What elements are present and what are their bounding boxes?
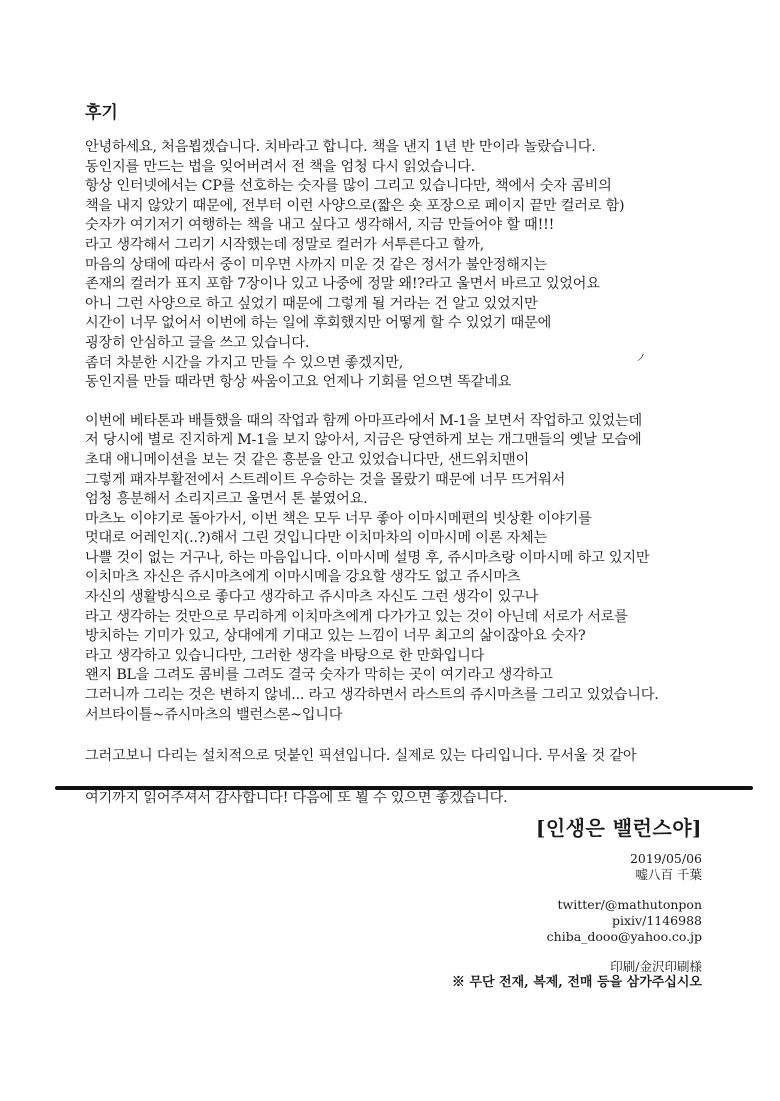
text-line: 나쁠 것이 없는 거구나, 하는 마음입니다. 이마시메 설명 후, 쥬시마츠랑 이마시메 하고 있지만: [85, 549, 650, 566]
paragraph-story: [85, 412, 765, 726]
text-line: 라고 생각하는 것만으로 무리하게 이치마츠에게 다가가고 있는 것이 아닌데 서로가 서로를: [85, 608, 628, 625]
book-title: [인생은 밸런스야]: [535, 816, 702, 840]
text-line: 마음의 상태에 따라서 중이 미우면 사까지 미운 것 같은 정서가 불안정해지는: [85, 256, 547, 273]
text-line: 그러고보니 다리는 설치적으로 덧붙인 픽션입니다. 실제로 있는 다리입니다. 무서울 것 같아: [85, 748, 637, 765]
pixiv-id: pixiv/1146988: [612, 913, 702, 928]
text-line: 라고 생각하고 있습니다만, 그러한 생각을 바탕으로 한 만화입니다: [85, 647, 485, 664]
email-address: chiba_dooo@yahoo.co.jp: [546, 929, 702, 944]
text-line: 항상 인터넷에서는 CP를 선호하는 숫자를 많이 그리고 있습니다만, 책에서 숫자 콤비의: [85, 178, 612, 195]
text-line: 이번에 베타톤과 배틀했을 때의 작업과 함께 아마프라에서 M-1을 보면서 작업하고 있었는데: [85, 412, 643, 429]
text-line: 자신의 생활방식으로 좋다고 생각하고 쥬시마츠 자신도 그런 생각이 있구나: [85, 589, 539, 606]
paragraph-gap: [85, 725, 765, 747]
text-line: 저 당시에 별로 진지하게 M-1을 보지 않아서, 지금은 당연하게 보는 개그맨들의 옛날 모습에: [85, 432, 642, 449]
section-divider: [55, 786, 753, 790]
text-line: 이치마츠 자신은 쥬시마츠에게 이마시메을 강요할 생각도 없고 쥬시마츠: [85, 569, 521, 586]
text-line: 아니 그런 사양으로 하고 싶었기 때문에 그렇게 될 거라는 건 알고 있었지만: [85, 295, 538, 312]
text-line: 서브타이틀~쥬시마츠의 밸런스론~입니다: [85, 706, 343, 723]
colophon: [451, 816, 702, 1005]
printer-info: [452, 959, 702, 991]
text-line: 여기까지 읽어주셔서 감사합니다! 다음에 또 뵐 수 있으면 좋겠습니다.: [85, 789, 508, 806]
text-line: 마츠노 이야기로 돌아가서, 이번 책은 모두 너무 좋아 이마시메편의 빗상환 이야기를: [85, 510, 592, 527]
copyright-notice: ※ 무단 전재, 복제, 전매 등을 삼가주십시오: [451, 975, 702, 990]
text-line: 굉장히 안심하고 글을 쓰고 있습니다.: [85, 334, 310, 351]
text-line: 라고 생각해서 그리기 시작했는데 정말로 컬러가 서투른다고 할까,: [85, 236, 485, 253]
text-line: 시간이 너무 없어서 이번에 하는 일에 후회했지만 어떻게 할 수 있었기 때문에: [85, 315, 552, 332]
text-line: 방치하는 기미가 있고, 상대에게 기대고 있는 느낌이 너무 최고의 삶이잖아요 숫자?: [85, 628, 586, 645]
contact-info: [452, 897, 702, 945]
publication-info: [452, 851, 702, 883]
text-line: 초대 애니메이션을 보는 것 같은 흥분을 안고 있었습니다만, 샌드위치맨이: [85, 451, 529, 468]
text-line: 책을 내지 않았기 때문에, 전부터 이런 사양으로(짧은 숏 포장으로 페이지 끝만 컬러로 함): [85, 197, 625, 214]
stray-mark: ノ: [636, 353, 646, 364]
text-line: 숫자가 여기저기 여행하는 책을 내고 싶다고 생각해서, 지금 만들어야 할 때!!!: [85, 217, 555, 234]
text-line: 동인지를 만드는 법을 잊어버려서 전 책을 엄청 다시 읽었습니다.: [85, 158, 475, 175]
printer-name: 印刷/金沢印刷様: [610, 959, 702, 974]
circle-name: 嘘八百 千葉: [635, 867, 702, 882]
afterword-heading: 후기: [85, 103, 118, 123]
text-line: 엄청 흥분해서 소리지르고 울면서 톤 붙였어요.: [85, 491, 368, 508]
twitter-handle: twitter/@mathutonpon: [557, 897, 702, 912]
text-line: 안녕하세요, 처음뵙겠습니다. 치바라고 합니다. 책을 낸지 1년 반 만이라 놀랐습니다.: [85, 139, 596, 155]
paragraph-thanks: [85, 789, 765, 809]
text-line: 그렇게 패자부활전에서 스트레이트 우승하는 것을 몰랐기 때문에 너무 뜨거워서: [85, 471, 566, 488]
text-line: 동인지를 만들 때라면 항상 싸움이고요 언제나 기회를 얻으면 똑같네요: [85, 374, 512, 391]
paragraph-intro: [85, 138, 765, 393]
paragraph-bridge: [85, 747, 765, 767]
afterword-body: [85, 138, 765, 808]
text-line: 좀더 차분한 시간을 가지고 만들 수 있으면 좋겠지만,: [85, 354, 404, 371]
publication-date: 2019/05/06: [629, 851, 702, 866]
text-line: 멋대로 어레인지(..?)해서 그린 것입니다만 이치마차의 이마시메 이론 자체는: [85, 530, 548, 547]
text-line: 왠지 BL을 그려도 콤비를 그려도 결국 숫자가 막히는 곳이 여기라고 생각하고: [85, 667, 553, 684]
text-line: 그러니까 그리는 것은 변하지 않네... 라고 생각하면서 라스트의 쥬시마츠를 그리고 있었습니다.: [85, 687, 659, 704]
paragraph-gap: [85, 393, 765, 412]
text-line: 존재의 컬러가 표지 포함 7장이나 있고 나중에 정말 왜!?라고 울면서 바르고 있었어요: [85, 276, 600, 293]
